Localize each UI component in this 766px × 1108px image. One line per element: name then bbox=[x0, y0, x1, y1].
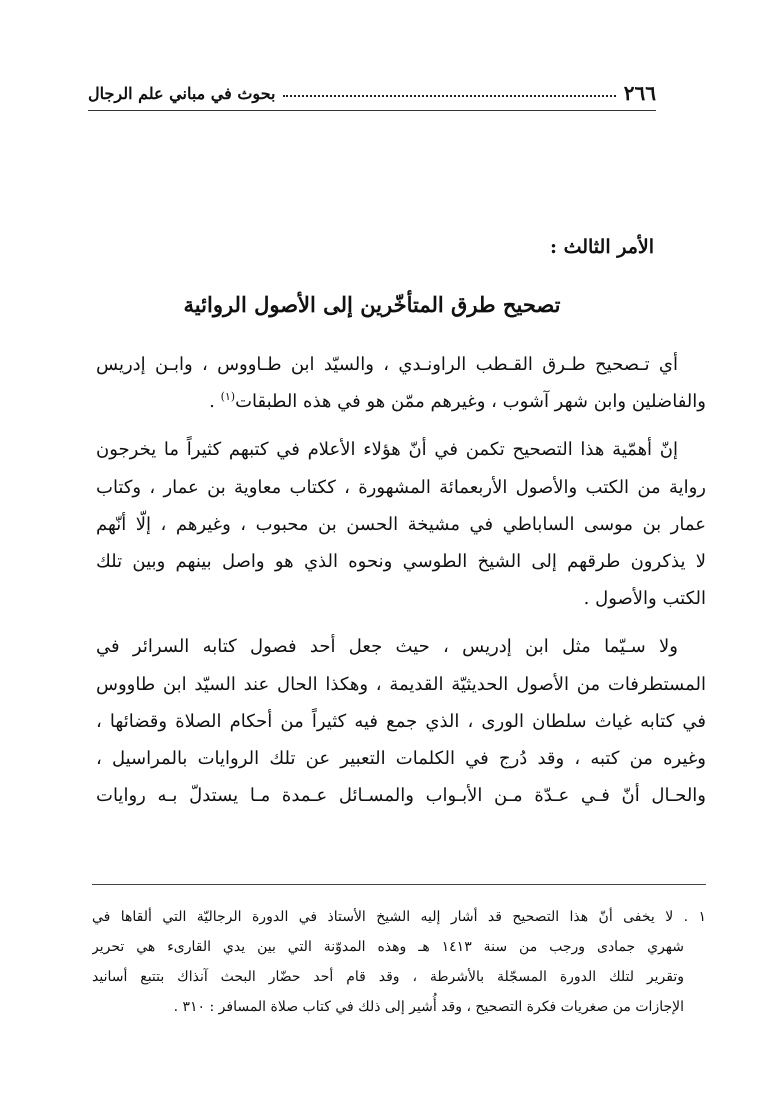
paragraph-line: وغيره من كتبه ، وقد دُرج في الكلمات التعبير عن تلك الروايات بالمراسيل ، bbox=[96, 747, 706, 769]
paragraph-line: في كتابه غياث سلطان الورى ، الذي جمع فيه كثيراً من أحكام الصلاة وقضائها ، bbox=[96, 710, 706, 732]
footnote-reference[interactable]: (١) bbox=[220, 390, 236, 404]
paragraph-line: إنّ أهمّية هذا التصحيح تكمن في أنّ هؤلاء الأعلام في كتبهم كثيراً ما يخرجون bbox=[96, 439, 678, 461]
paragraph-line: رواية من الكتب والأصول الأربعمائة المشهورة ، ككتاب معاوية بن عمار ، وكتاب bbox=[96, 476, 706, 498]
paragraph-line: ولا سـيّما مثل ابن إدريس ، حيث جعل أحد فصول كتابه السرائر في bbox=[96, 636, 678, 658]
footnote-rule bbox=[92, 884, 706, 885]
running-title: بحوث في مباني علم الرجال bbox=[88, 83, 276, 103]
footnote-line: وتقرير لتلك الدورة المسجّلة بالأشرطة ، وقد قام أحد حضّار البحث آنذاك بتتبع أسانيد bbox=[92, 969, 684, 985]
section-label: الأمر الثالث : bbox=[549, 236, 654, 258]
body-text bbox=[96, 346, 706, 814]
running-header bbox=[88, 78, 656, 108]
footnote-line: ١ . لا يخفى أنّ هذا التصحيح قد أشار إليه الشيخ الأستاذ في الدورة الرجاليّة التي ألقاها في bbox=[92, 909, 706, 925]
page-number: ٢٦٦ bbox=[623, 81, 656, 105]
paragraph-line-text: والفاضلين وابن شهر آشوب ، وغيرهم ممّن هو في هذه الطبقات bbox=[235, 391, 706, 413]
paragraph-line bbox=[96, 383, 706, 420]
paragraph-line: أي تـصحيح طـرق القـطب الراونـدي ، والسيّد ابن طـاووس ، وابـن إدريس bbox=[96, 354, 678, 375]
paragraph-line: الكتب والأصول . bbox=[583, 588, 706, 610]
footnote-line: الإجازات من صغريات فكرة التصحيح ، وقد أُشير إلى ذلك في كتاب صلاة المسافر : ٣١٠ . bbox=[173, 999, 684, 1015]
header-dot-leader bbox=[283, 95, 615, 97]
footnote-line: شهري جمادى ورجب من سنة ١٤١٣ هـ وهذه المدوّنة التي بين يدي القارىء هي تحرير bbox=[92, 939, 684, 955]
paragraph-line: لا يذكرون طرقهم إلى الشيخ الطوسي ونحوه الذي هو واصل بينهم وبين تلك bbox=[96, 550, 706, 572]
footnotes bbox=[92, 902, 706, 1022]
paragraph-line: المستطرفات من الأصول الحديثيّة القديمة ، وهكذا الحال عند السيّد ابن طاووس bbox=[96, 673, 706, 695]
paragraph-line: عمار بن موسى الساباطي في مشيخة الحسن بن محبوب ، وغيرهم ، إلّا أنّهم bbox=[96, 513, 706, 535]
header-rule bbox=[88, 110, 656, 111]
paragraph-line: والحـال أنّ فـي عـدّة مـن الأبـواب والمسـائل عـمدة مـا يستدلّ بـه روايات bbox=[96, 785, 706, 807]
section-heading: تصحيح طرق المتأخّرين إلى الأصول الروائية bbox=[183, 292, 561, 317]
paragraph-line-ending: . bbox=[209, 391, 221, 413]
